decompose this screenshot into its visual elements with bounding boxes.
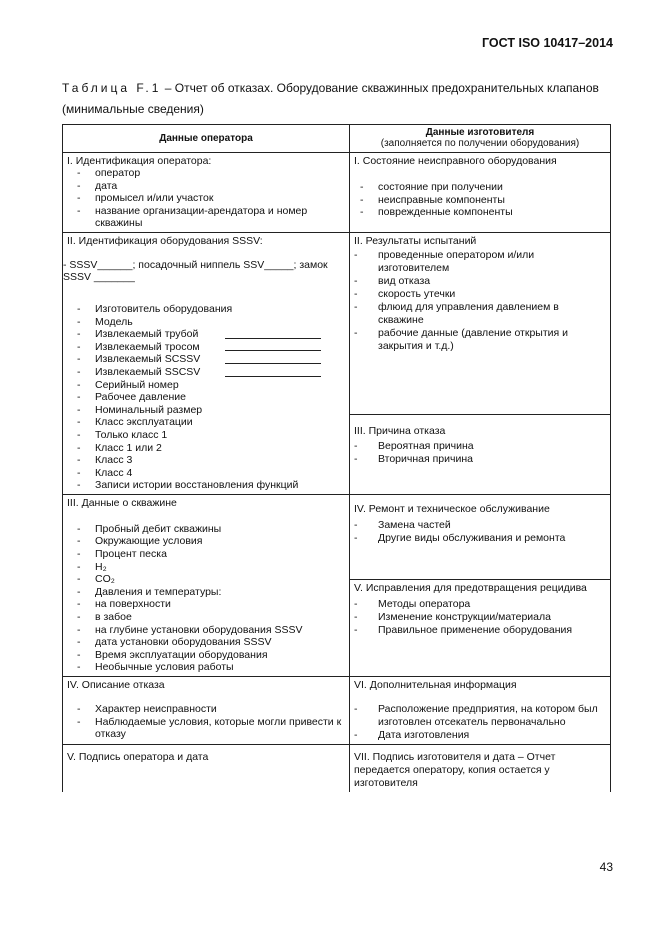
test-results-item: - проведенные оператором и/или изготовителем — [354, 249, 606, 275]
corrections-item: - Изменение конструкции/материала — [354, 611, 606, 624]
section-operator-id: I. Идентификация оператора: - оператор - дата - промысел и/или участок - название организации-арендатора и номер скважины — [63, 153, 350, 233]
well-data-item: - Процент песка — [77, 548, 345, 561]
table-header-row — [63, 125, 611, 153]
equipment-state-item: - неисправные компоненты — [360, 194, 606, 207]
corrections-item: - Методы оператора — [354, 598, 606, 611]
sssv-id-item: - Класс 3 — [77, 454, 345, 467]
failure-report-table — [62, 124, 611, 792]
sssv-id-item: - Рабочее давление — [77, 391, 345, 404]
sssv-id-item: - Только класс 1 — [77, 429, 345, 442]
equipment-state-item: - состояние при получении — [360, 181, 606, 194]
sssv-line: - SSSV______; посадочный ниппель SSV_____; замок SSSV _______ — [63, 258, 328, 283]
failure-cause-item: - Вторичная причина — [354, 453, 606, 466]
failure-cause-item: - Вероятная причина — [354, 440, 606, 453]
table-caption — [62, 78, 610, 120]
well-data-item: - Окружающие условия — [77, 535, 345, 548]
section-failure-cause: III. Причина отказа - Вероятная причина - Вторичная причина — [350, 414, 611, 494]
well-data-item: - на поверхности — [77, 598, 345, 611]
well-data-item: - Давления и температуры: — [77, 586, 345, 599]
operator-id-item: - промысел и/или участок — [77, 192, 345, 205]
operator-header: Данные оператора — [63, 125, 350, 153]
well-data-item: - Необычные условия работы — [77, 661, 345, 674]
table-caption-text: – Отчет об отказах. Оборудование скважинных предохранительных клапанов (минимальные сведения) — [62, 81, 599, 116]
section-sssv-id: II. Идентификация оборудования SSSV: - SSSV______; посадочный ниппель SSV_____; замок SSSV _______ - Изготовитель оборудования - Модель - Извлекаемый трубой - Извлекаемый тросом - Извлекаемый SCSSV - Извлекаемый SSCSV - Серийный номер - Рабочее давление - Номинальный размер - Класс эксплуатации - Только класс 1 - Класс 1 или 2 - Класс 3 - Класс 4 - Записи истории восстановления функций — [63, 232, 350, 494]
test-results-item: - флюид для управления давлением в скважине — [354, 301, 606, 327]
well-data-item: - Пробный дебит скважины — [77, 523, 345, 536]
repair-item: - Другие виды обслуживания и ремонта — [354, 532, 606, 545]
sssv-id-item: - Класс 4 — [77, 467, 345, 480]
test-results-item: - скорость утечки — [354, 288, 606, 301]
table-caption-label: Таблица F.1 — [62, 81, 162, 95]
section-equipment-state: I. Состояние неисправного оборудования - состояние при получении - неисправные компоненты - поврежденные компоненты — [350, 153, 611, 233]
well-data-item: - в забое — [77, 611, 345, 624]
equipment-state-item: - поврежденные компоненты — [360, 206, 606, 219]
section-manufacturer-signature: VII. Подпись изготовителя и дата – Отчет передается оператору, копия остается у изготовителя — [350, 745, 611, 793]
corrections-item: - Правильное применение оборудования — [354, 624, 606, 637]
sssv-id-item: - Изготовитель оборудования — [77, 303, 345, 316]
sssv-id-item: - Серийный номер — [77, 379, 345, 392]
section-operator-signature: V. Подпись оператора и дата — [63, 745, 350, 793]
document-code: ГОСТ ISO 10417–2014 — [482, 36, 613, 50]
operator-id-item: - название организации-арендатора и номер скважины — [77, 205, 345, 230]
section-corrections: V. Исправления для предотвращения рецидива - Методы оператора - Изменение конструкции/материала - Правильное применение оборудования — [350, 580, 611, 677]
sssv-id-item: - Записи истории восстановления функций — [77, 479, 345, 492]
well-data-item: - дата установки оборудования SSSV — [77, 636, 345, 649]
well-data-item: - CO₂ — [77, 573, 345, 586]
operator-id-item: - оператор — [77, 167, 345, 180]
section-repair: IV. Ремонт и техническое обслуживание - Замена частей - Другие виды обслуживания и ремонта — [350, 494, 611, 579]
sssv-id-item: - Класс 1 или 2 — [77, 442, 345, 455]
section-failure-description: IV. Описание отказа - Характер неисправности - Наблюдаемые условия, которые могли привести к отказу — [63, 677, 350, 745]
manufacturer-header: Данные изготовителя (заполняется по получении оборудования) — [350, 125, 611, 153]
repair-item: - Замена частей — [354, 519, 606, 532]
page-number: 43 — [599, 860, 613, 874]
additional-info-item: - Расположение предприятия, на котором был изготовлен отсекатель первоначально — [354, 703, 606, 729]
sssv-id-item: - Извлекаемый тросом — [77, 341, 345, 354]
section-test-results: II. Результаты испытаний - проведенные оператором и/или изготовителем - вид отказа - скорость утечки - флюид для управления давлением в скважине - рабочие данные (давление открытия и закрытия и т.д.) — [350, 232, 611, 414]
failure-description-item: - Наблюдаемые условия, которые могли привести к отказу — [77, 716, 345, 741]
sssv-id-item: - Извлекаемый трубой — [77, 328, 345, 341]
sssv-id-item: - Извлекаемый SSCSV — [77, 366, 345, 379]
blank-field — [225, 350, 321, 351]
sssv-id-item: - Номинальный размер — [77, 404, 345, 417]
test-results-item: - рабочие данные (давление открытия и закрытия и т.д.) — [354, 327, 606, 353]
well-data-item: - H₂ — [77, 561, 345, 574]
sssv-id-item: - Класс эксплуатации — [77, 416, 345, 429]
additional-info-item: - Дата изготовления — [354, 729, 606, 742]
section-additional-info: VI. Дополнительная информация - Расположение предприятия, на котором был изготовлен отсекатель первоначально - Дата изготовления — [350, 677, 611, 745]
blank-field — [225, 363, 321, 364]
well-data-item: - на глубине установки оборудования SSSV — [77, 624, 345, 637]
operator-id-item: - дата — [77, 180, 345, 193]
sssv-id-item: - Извлекаемый SCSSV — [77, 353, 345, 366]
well-data-item: - Время эксплуатации оборудования — [77, 649, 345, 662]
blank-field — [225, 338, 321, 339]
blank-field — [225, 376, 321, 377]
sssv-id-item: - Модель — [77, 316, 345, 329]
test-results-item: - вид отказа — [354, 275, 606, 288]
section-well-data: III. Данные о скважине - Пробный дебит скважины - Окружающие условия - Процент песка - H₂ - CO₂ - Давления и температуры: - на поверхности - в забое - на глубине установки оборудования SSSV - дата установки оборудования SSSV - Время эксплуатации оборудования - Необычные условия работы — [63, 494, 350, 676]
failure-description-item: - Характер неисправности — [77, 703, 345, 716]
